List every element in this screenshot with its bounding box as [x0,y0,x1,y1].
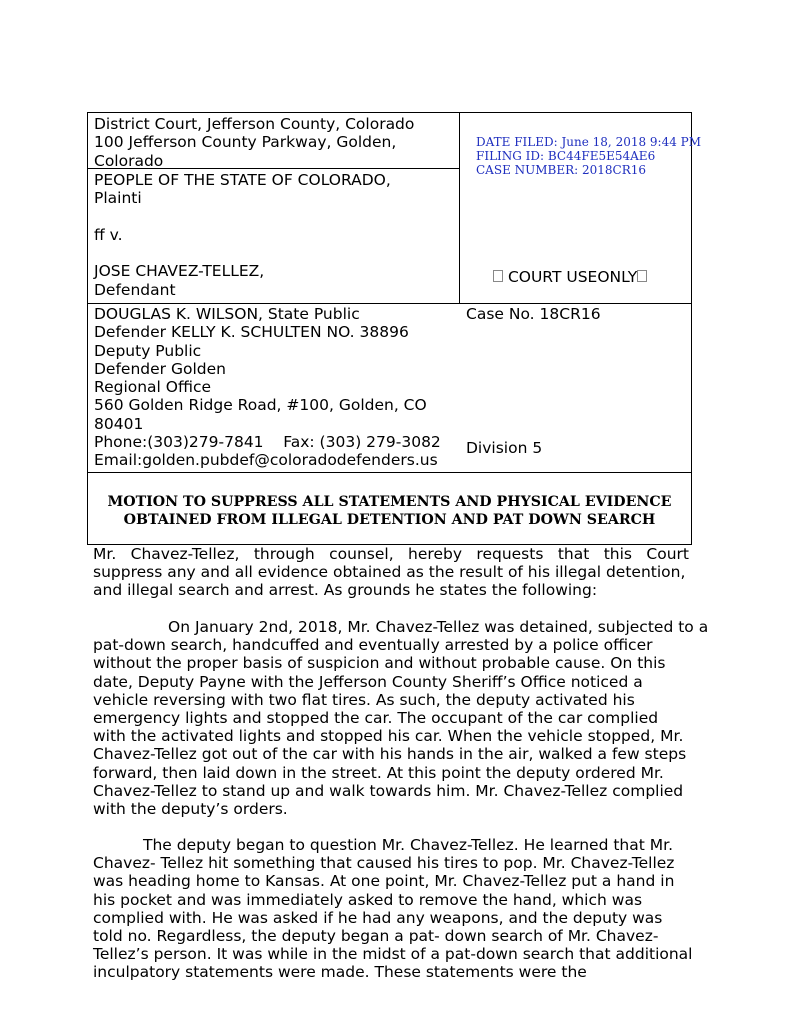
intro-paragraph [93,545,689,600]
body-line: Tellez’s person. It was while in the midst of a pat-down search that additional [93,945,693,964]
party-block [94,171,391,299]
motion-title-line: MOTION TO SUPPRESS ALL STATEMENTS AND PHYSICAL EVIDENCE [107,494,672,510]
party-line: Defendant [94,280,176,299]
caption-title-divider [88,472,691,473]
attorney-line: Defender Golden [94,359,226,378]
motion-title [88,493,691,529]
division: Division 5 [466,439,543,457]
body-line: Mr. Chavez-Tellez, through counsel, hereby requests that this Court [93,545,689,563]
attorney-line: 560 Golden Ridge Road, #100, Golden, CO [94,396,427,415]
date-filed: DATE FILED: June 18, 2018 9:44 PM [476,135,702,149]
body-line: Chavez-Tellez got out of the car with his hands in the air, walked a few steps [93,745,687,764]
filing-stamp [476,135,701,177]
body-line: Chavez- Tellez hit something that caused his tires to pop. Mr. Chavez-Tellez [93,854,675,873]
body-line: suppress any and all evidence obtained as the result of his illegal detention, [93,563,686,582]
party-line: JOSE CHAVEZ-TELLEZ, [94,262,265,281]
court-line: District Court, Jefferson County, Colorado [94,115,415,133]
caption-vertical-divider [459,113,460,304]
attorney-phone-fax: Phone:(303)279-7841 Fax: (303) 279-3082 [94,433,441,452]
party-line: ff v. [94,225,123,244]
body-line: with the activated lights and stopped his car. When the vehicle stopped, Mr. [93,727,684,746]
court-use-only [493,268,647,286]
case-caption [87,112,702,545]
facts-paragraph-2 [93,836,693,982]
body-line: without the proper basis of suspicion and without probable cause. On this [93,654,666,673]
attorney-line: 80401 [94,414,144,433]
body-line: vehicle reversing with two flat tires. As such, the deputy activated his [93,690,635,709]
checkbox-glyph-icon [637,270,647,282]
party-line [94,208,391,226]
motion-title-line: OBTAINED FROM ILLEGAL DETENTION AND PAT DOWN SEARCH [123,512,656,528]
case-number: CASE NUMBER: 2018CR16 [476,163,647,177]
court-use-label: COURT USEONLY [507,268,638,286]
facts-paragraph-1 [93,618,709,819]
court-block [94,115,414,170]
attorney-line: Defender KELLY K. SCHULTEN NO. 38896 [94,323,409,342]
body-line: with the deputy’s orders. [93,800,288,819]
body-line: complied with. He was asked if he had any weapons, and the deputy was [93,908,663,927]
body-line: date, Deputy Payne with the Jefferson County Sheriff’s Office noticed a [93,672,643,691]
attorney-line: DOUGLAS K. WILSON, State Public [94,305,360,323]
attorney-line: Deputy Public [94,341,202,360]
attorney-block [94,305,441,470]
court-line: 100 Jefferson County Parkway, Golden, [94,133,397,152]
body-line: The deputy began to question Mr. Chavez-Tellez. He learned that Mr. [143,836,673,854]
party-line: Plainti [94,189,142,208]
body-line: emergency lights and stopped the car. The occupant of the car complied [93,709,659,728]
body-line: was heading home to Kansas. At one point, Mr. Chavez-Tellez put a hand in [93,872,675,891]
body-line: pat-down search, handcuffed and eventually arrested by a police officer [93,636,653,655]
attorney-line: Regional Office [94,378,212,397]
caption-middle-divider [88,303,691,304]
attorney-email: Email:golden.pubdef@coloradodefenders.us [94,451,438,470]
body-line: forward, then laid down in the street. At this point the deputy ordered Mr. [93,763,664,782]
court-line: Colorado [94,151,164,170]
party-line: PEOPLE OF THE STATE OF COLORADO, [94,171,391,189]
body-line: Chavez-Tellez to stand up and walk towards him. Mr. Chavez-Tellez complied [93,781,684,800]
case-no: Case No. 18CR16 [466,305,601,323]
checkbox-glyph-icon [493,270,503,282]
party-line [94,244,391,262]
body-line: and illegal search and arrest. As grounds he states the following: [93,581,598,600]
body-line: told no. Regardless, the deputy began a pat- down search of Mr. Chavez- [93,927,659,946]
filing-id: FILING ID: BC44FE5E54AE6 [476,149,656,163]
body-line: On January 2nd, 2018, Mr. Chavez-Tellez was detained, subjected to a [168,618,709,636]
body-line: inculpatory statements were made. These statements were the [93,963,587,982]
body-line: his pocket and was immediately asked to remove the hand, which was [93,890,643,909]
